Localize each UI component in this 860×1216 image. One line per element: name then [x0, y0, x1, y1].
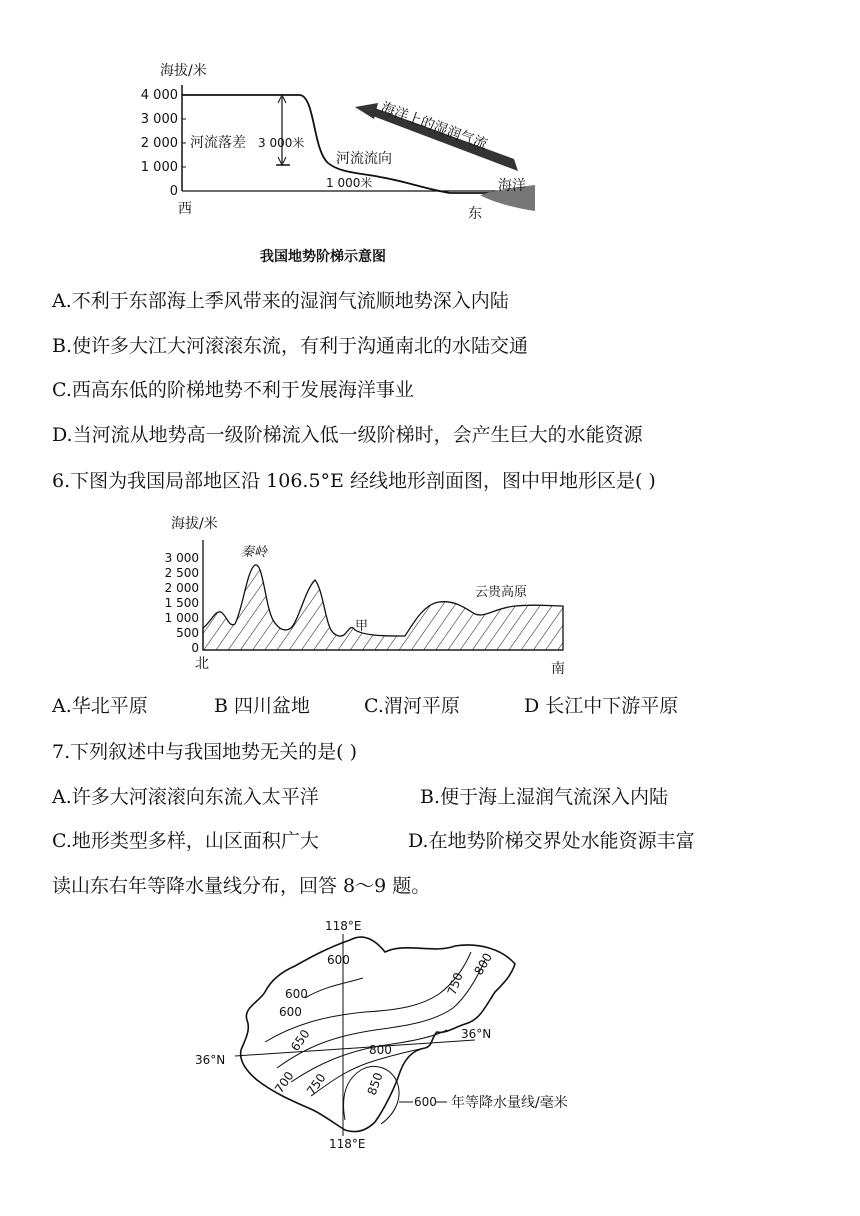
q6-stem: 6.下图为我国局部地区沿 106.5°E 经线地形剖面图，图中甲地形区是( )	[52, 470, 656, 492]
y-tick: 4 000	[140, 88, 178, 103]
terrain-profile-chart	[155, 510, 585, 680]
isoline-label: 800	[471, 950, 496, 978]
q5-option-c: C.西高东低的阶梯地势不利于发展海洋事业	[52, 379, 414, 401]
q6-option-a: A.华北平原	[52, 695, 148, 717]
y-tick: 2 500	[164, 566, 199, 580]
isoline-label: 650	[287, 1026, 313, 1054]
q7-option-b: B.便于海上湿润气流深入内陆	[420, 786, 669, 808]
lat-label-left: 36°N	[195, 1053, 226, 1067]
isoline-label: 600	[285, 987, 308, 1001]
isoline-label: 700	[271, 1068, 297, 1096]
drop-1000: 1 000米	[326, 176, 373, 190]
airflow-label: 海洋上的湿润气流	[378, 99, 490, 154]
q6-option-c: C.渭河平原	[364, 695, 460, 717]
q7-stem: 7.下列叙述中与我国地势无关的是( )	[52, 741, 357, 763]
drop-3000: 3 000米	[258, 136, 305, 150]
y-tick: 1 000	[140, 160, 178, 175]
isoline-label: 800	[369, 1043, 392, 1057]
y-axis-label: 海拔/米	[160, 63, 207, 79]
q6-option-b: B 四川盆地	[214, 695, 311, 717]
flow-direction-label: 河流流向	[336, 151, 392, 167]
south-label: 南	[551, 661, 565, 677]
yungui-label: 云贵高原	[475, 585, 528, 600]
q5-option-a: A.不利于东部海上季风带来的湿润气流顺地势深入内陆	[52, 290, 509, 312]
y-tick: 1 500	[164, 596, 199, 610]
y-tick: 0	[191, 641, 199, 655]
y-tick: 3 000	[164, 551, 199, 565]
drop-label: 河流落差	[190, 135, 246, 151]
q7-option-c: C.地形类型多样，山区面积广大	[52, 830, 319, 852]
north-label: 北	[195, 656, 209, 672]
y-tick: 1 000	[164, 611, 199, 625]
legend-label: 年等降水量线/毫米	[451, 1095, 568, 1111]
isoline-label: 750	[303, 1070, 329, 1098]
isoline-label: 750	[444, 970, 466, 998]
shandong-precipitation-map	[185, 912, 625, 1152]
y-axis-label: 海拔/米	[171, 516, 218, 532]
q5-option-d: D.当河流从地势高一级阶梯流入低一级阶梯时，会产生巨大的水能资源	[52, 424, 643, 446]
y-tick: 500	[176, 626, 199, 640]
isoline-label: 600	[327, 953, 350, 967]
q5-option-b: B.使许多大江大河滚滚东流，有利于沟通南北的水陆交通	[52, 335, 529, 357]
q6-option-d: D 长江中下游平原	[524, 695, 679, 717]
y-tick: 3 000	[140, 112, 178, 127]
lon-label-top: 118°E	[325, 919, 362, 933]
q7-option-d: D.在地势阶梯交界处水能资源丰富	[408, 830, 695, 852]
qinling-label: 秦岭	[241, 545, 268, 560]
east-label: 东	[468, 206, 482, 222]
jia-label: 甲	[355, 619, 369, 634]
ocean-label: 海洋	[498, 178, 526, 194]
isoline-label: 850	[364, 1070, 386, 1098]
q89-intro: 读山东右年等降水量线分布，回答 8～9 题。	[52, 875, 431, 897]
lat-label-right: 36°N	[461, 1027, 492, 1041]
y-tick: 0	[169, 184, 178, 199]
figure-caption: 我国地势阶梯示意图	[260, 249, 386, 265]
y-tick: 2 000	[164, 581, 199, 595]
lon-label-bottom: 118°E	[329, 1137, 366, 1151]
legend-sample: 600	[414, 1095, 437, 1109]
terrain-steps-diagram	[140, 55, 550, 270]
west-label: 西	[178, 201, 192, 217]
q7-option-a: A.许多大河滚滚向东流入太平洋	[52, 786, 319, 808]
y-tick: 2 000	[140, 136, 178, 151]
isoline-label: 600	[279, 1005, 302, 1019]
